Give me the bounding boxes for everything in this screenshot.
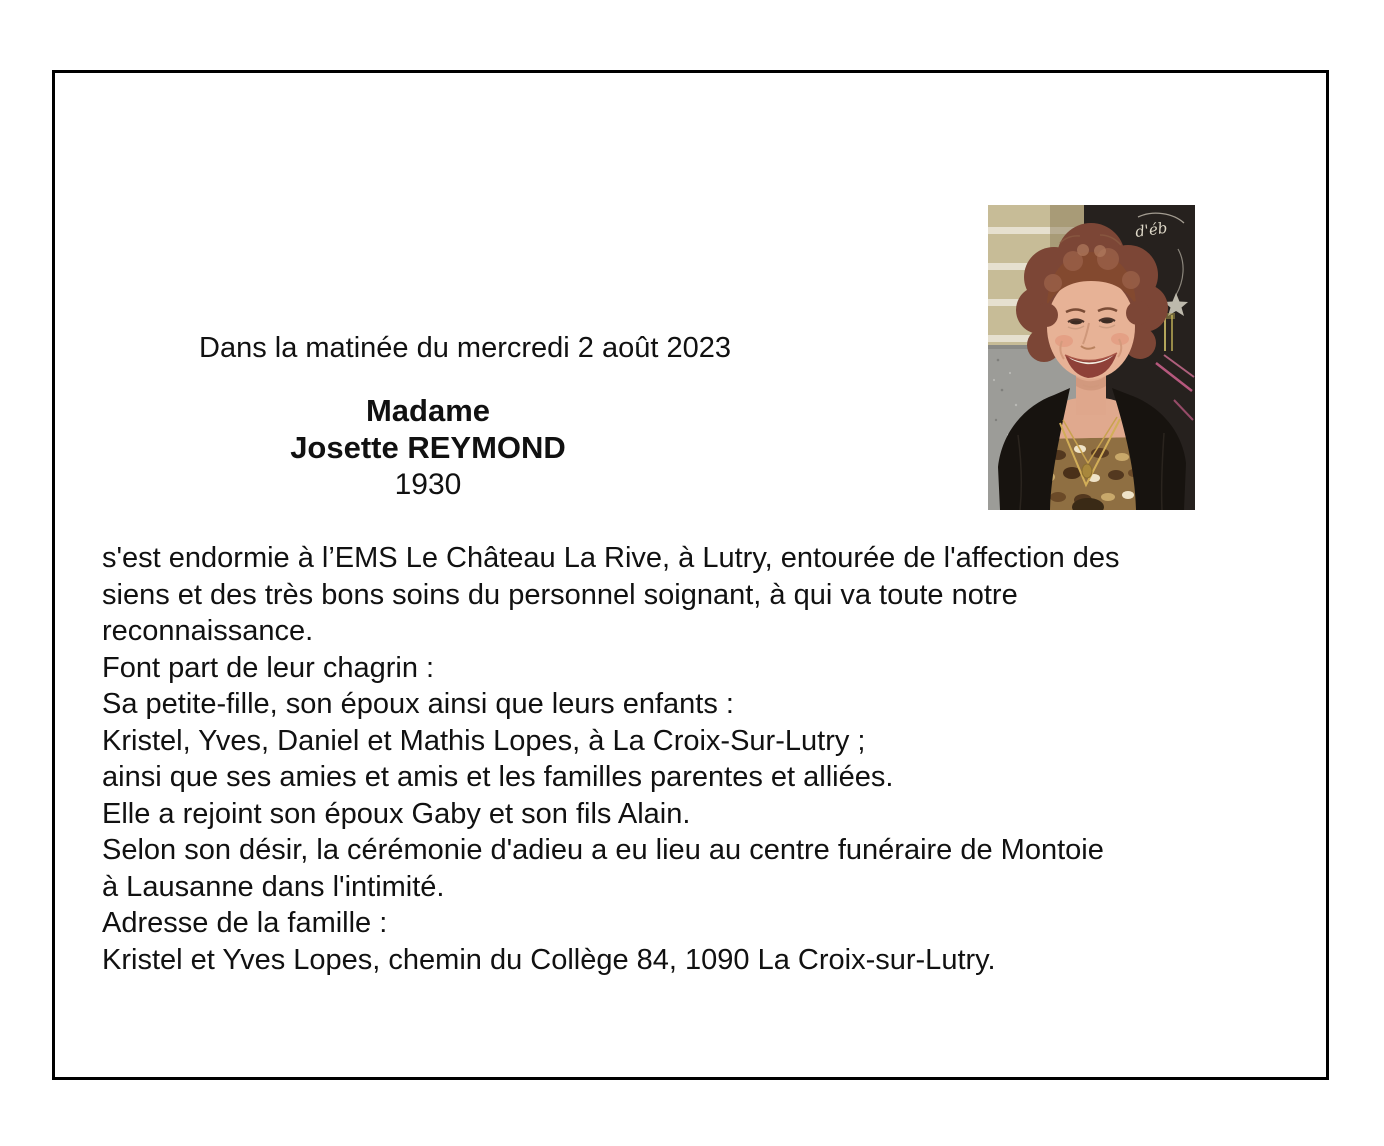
body-line: ainsi que ses amies et amis et les familles parentes et alliées. [102, 761, 894, 793]
body-line: Kristel et Yves Lopes, chemin du Collège 84, 1090 La Croix-sur-Lutry. [102, 943, 996, 976]
window-script-text: d'éb [1134, 218, 1169, 241]
body-line: Sa petite-fille, son époux ainsi que leurs enfants : [102, 688, 734, 720]
body-line: à Lausanne dans l'intimité. [102, 870, 445, 903]
deceased-name: Josette REYMOND [290, 430, 566, 465]
body-line: Font part de leur chagrin : [102, 651, 435, 684]
body-line: Elle a rejoint son époux Gaby et son fils Alain. [102, 797, 691, 830]
body-line: reconnaissance. [102, 615, 314, 647]
date-line: Dans la matinée du mercredi 2 août 2023 [199, 332, 731, 364]
portrait-photo [988, 205, 1195, 510]
body-line: Kristel, Yves, Daniel et Mathis Lopes, à La Croix-Sur-Lutry ; [102, 724, 866, 757]
body-line: Adresse de la famille : [102, 907, 388, 939]
announcement-body [102, 540, 1120, 978]
body-line: Selon son désir, la cérémonie d'adieu a eu lieu au centre funéraire de Montoie [102, 834, 1104, 866]
honorific-title: Madame [365, 393, 491, 428]
portrait-photo-illustration [988, 205, 1195, 510]
body-line: s'est endormie à l’EMS Le Château La Rive, à Lutry, entourée de l'affection des [102, 542, 1120, 574]
body-line: siens et des très bons soins du personnel soignant, à qui va toute notre [102, 578, 1018, 611]
name-block [102, 392, 754, 503]
birth-year: 1930 [394, 468, 462, 501]
